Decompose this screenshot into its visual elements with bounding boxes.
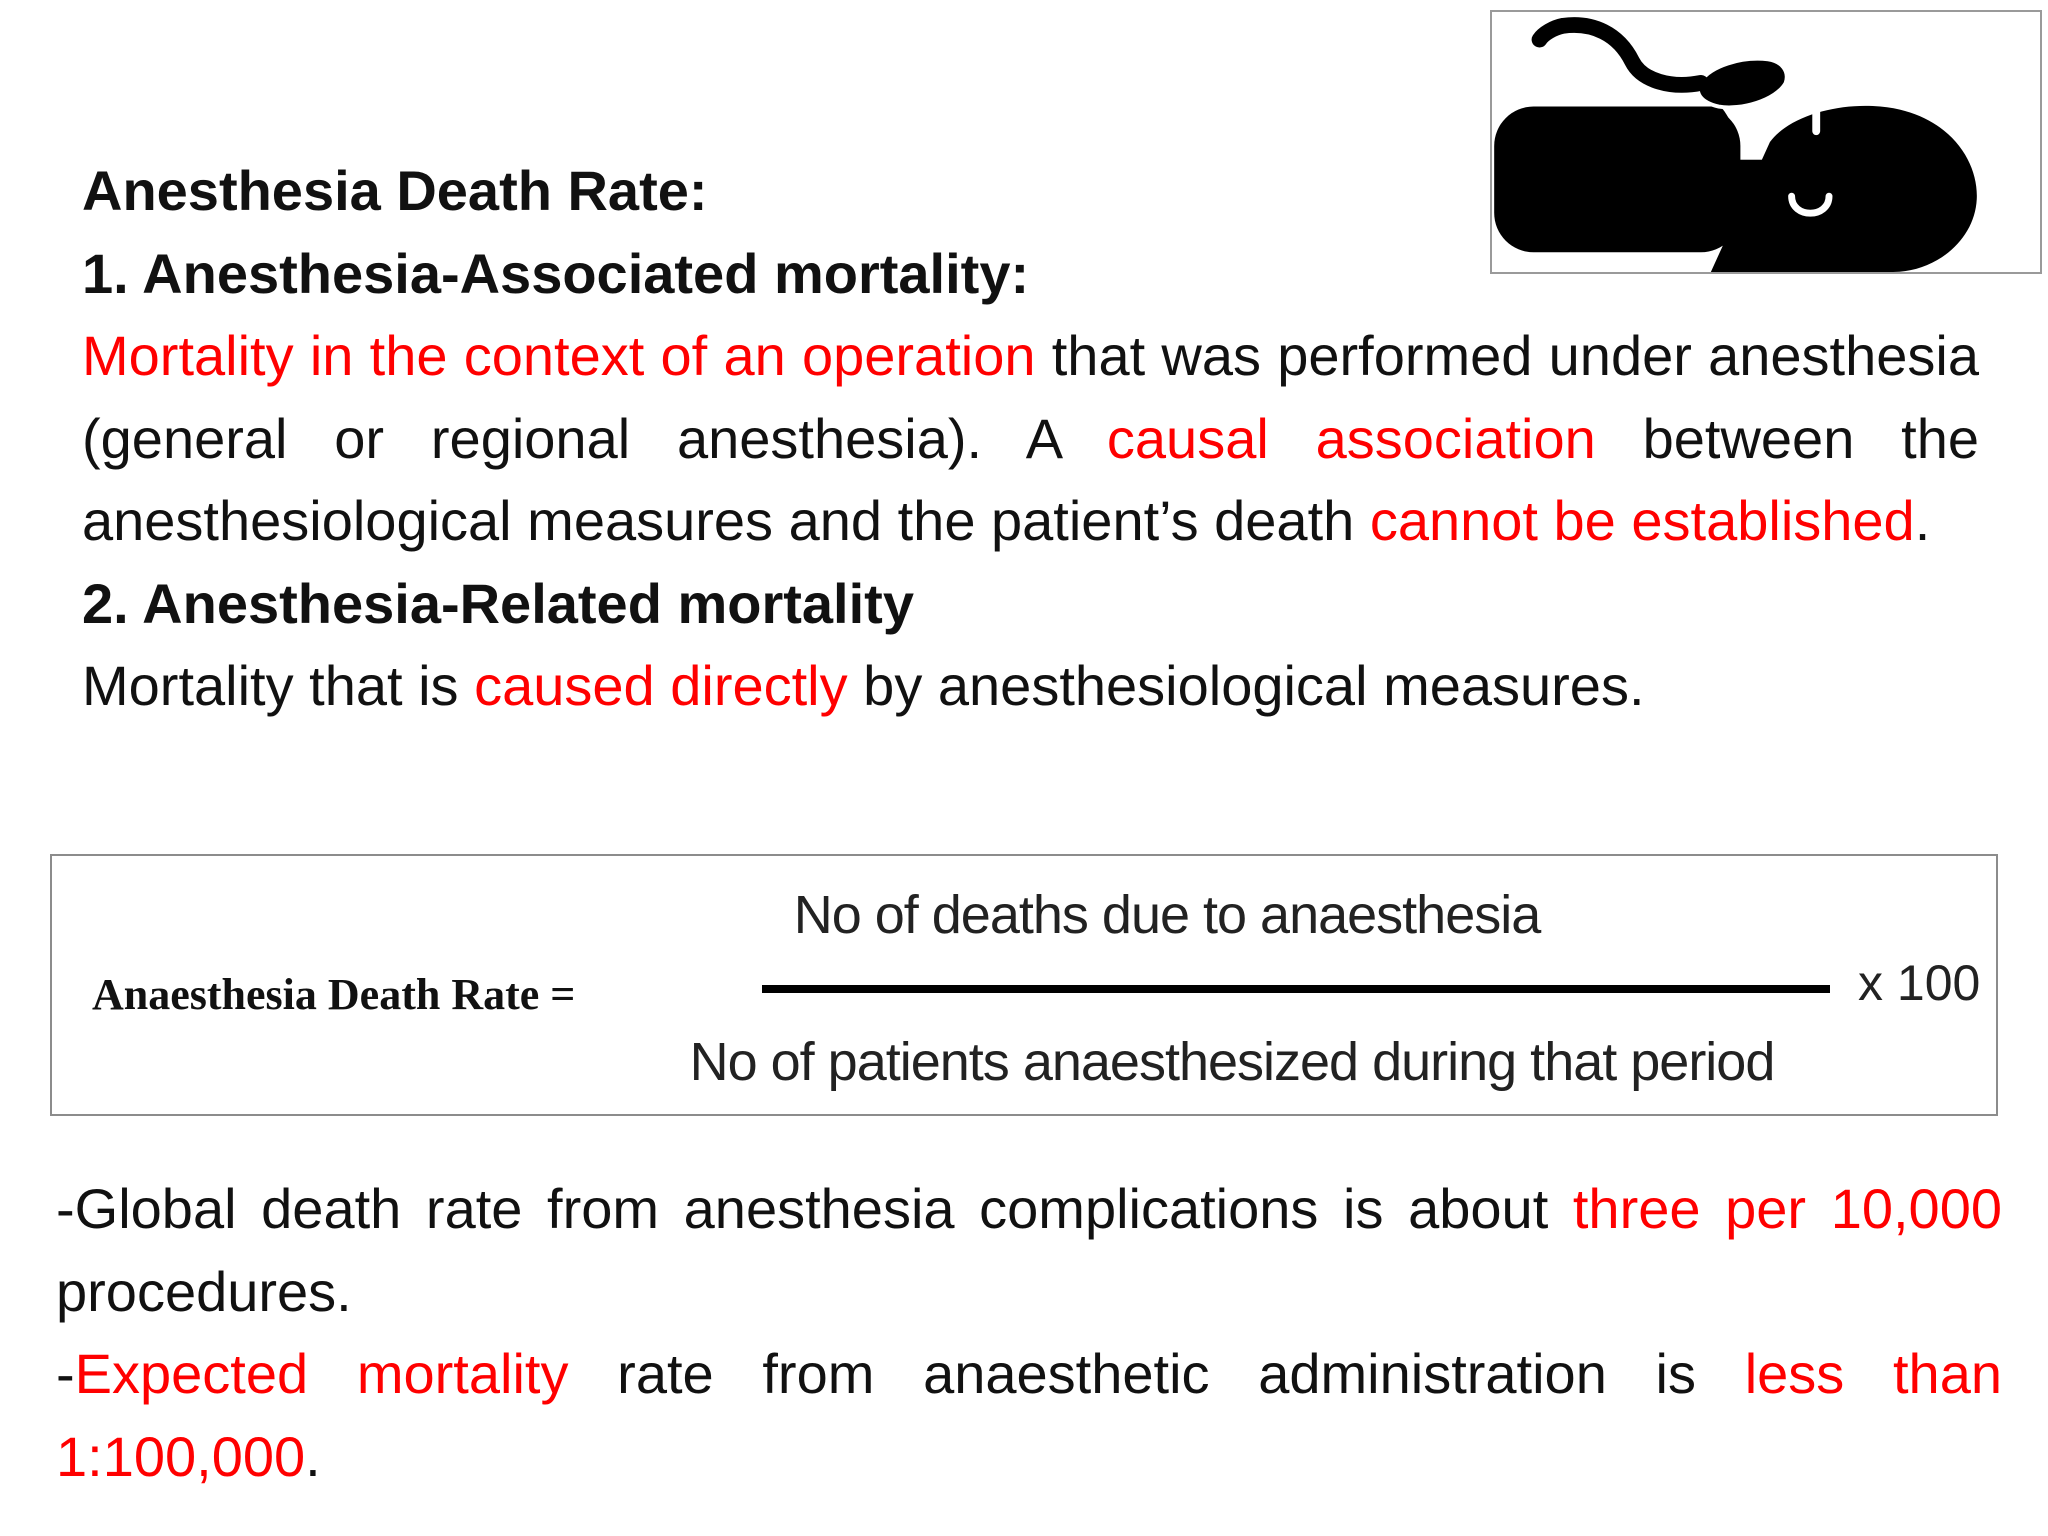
formula-numerator: No of deaths due to anaesthesia xyxy=(793,885,1541,945)
fraction-bar xyxy=(762,985,1830,993)
facts-block xyxy=(56,1168,2002,1498)
fact1-text-part2: procedures. xyxy=(56,1259,352,1323)
item1-paragraph xyxy=(82,315,1979,563)
emphasis-causal-association: causal association xyxy=(1106,406,1596,470)
item2-text-part1: Mortality that is xyxy=(82,654,475,717)
fact2-text-part2: rate from anaesthetic administration is xyxy=(568,1342,1745,1405)
death-rate-formula xyxy=(50,854,1998,1116)
formula-denominator: No of patients anaesthesized during that period xyxy=(689,1032,1775,1092)
item1-heading: 1. Anesthesia-Associated mortality: xyxy=(82,241,1030,305)
formula-label: Anaesthesia Death Rate = xyxy=(92,970,576,1019)
emphasis-cannot-be-established: cannot be established xyxy=(1369,489,1915,552)
fact-expected-rate xyxy=(56,1333,2002,1498)
emphasis-operation-context: Mortality in the context of an operation xyxy=(82,324,1036,387)
fact-global-rate xyxy=(56,1168,2002,1333)
section-title: Anesthesia Death Rate: xyxy=(82,159,708,222)
item1-text-part1: that was performed under anesthesia (general or regional anesthesia). A xyxy=(82,324,1979,470)
item2-heading: 2. Anesthesia-Related mortality xyxy=(82,571,914,635)
fact2-text-part3: . xyxy=(305,1424,321,1488)
emphasis-three-per-10000: three per 10,000 xyxy=(1572,1177,2002,1240)
item2-paragraph xyxy=(82,645,1979,728)
item1-text-part2: between the anesthesiological measures and the patient’s death xyxy=(82,406,1980,552)
formula-multiplier: x 100 xyxy=(1858,955,1981,1011)
emphasis-expected-mortality: Expected mortality xyxy=(74,1342,569,1405)
emphasis-caused-directly: caused directly xyxy=(474,654,848,717)
item1-text-part3: . xyxy=(1914,489,1931,552)
definitions-block xyxy=(82,150,1979,728)
emphasis-less-than-ratio: less than 1:100,000 xyxy=(56,1342,2002,1488)
fact2-text-part1: - xyxy=(56,1342,75,1405)
fact1-text-part1: -Global death rate from anesthesia complications is about xyxy=(56,1177,1573,1240)
item2-text-part2: by anesthesiological measures. xyxy=(847,654,1645,717)
